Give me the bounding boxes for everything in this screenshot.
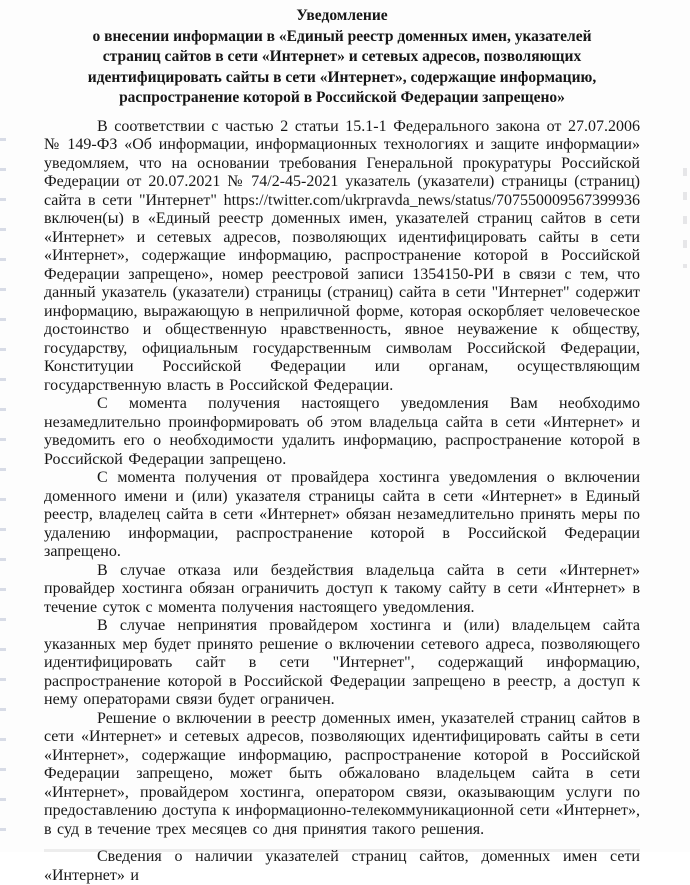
paragraph-hosting-restriction-duty: В случае отказа или бездействия владельца сайта в сети «Интернет» провайдер хостинга обязан ограничить доступ к такому сайту в сети «Интернет» в течение суток с момента получения настоящего уведомления. xyxy=(44,562,640,618)
paragraph-owner-notification-duty: С момента получения настоящего уведомления Вам необходимо незамедлительно проинформировать об этом владельца сайта в сети «Интернет» и уведомить его о необходимости удалить информацию, распространение которой в Российской Федерации запрещено. xyxy=(44,395,640,469)
paragraph-appeal-procedure: Решение о включении в реестр доменных имен, указателей страниц сайтов в сети «Интернет» и сетевых адресов, позволяющих идентифицировать сайты в сети «Интернет», содержащие информацию, распространение которой в Российской Федерации запрещено, может быть обжаловано владельцем сайта в сети «Интернет», провайдером хостинга, оператором связи, оказывающим услуги по предоставлению доступа к информационно-телекоммуникационной сети «Интернет», в суд в течение трех месяцев со дня принятия такого решения. xyxy=(44,710,640,840)
title-line-4: идентифицировать сайты в сети «Интернет», содержащие информацию, xyxy=(44,68,640,89)
notice-body xyxy=(44,118,640,885)
paragraph-network-address-inclusion: В случае непринятия провайдером хостинга и (или) владельцем сайта указанных мер будет принято решение о включении сетевого адреса, позволяющего идентифицировать сайт в сети "Интернет", содержащий информацию, распространение которой в Российской Федерации запрещено в реестр, а доступ к нему операторами связи будет ограничен. xyxy=(44,617,640,710)
title-line-3: страниц сайтов в сети «Интернет» и сетевых адресов, позволяющих xyxy=(44,47,640,68)
notice-title xyxy=(44,6,640,109)
title-line-1: Уведомление xyxy=(44,6,640,27)
paragraph-legal-basis: В соответствии с частью 2 статьи 15.1-1 Федерального закона от 27.07.2006 № 149-ФЗ «Об информации, информационных технологиях и защите информации» уведомляем, что на основании требования Генеральной прокуратуры Российской Федерации от 20.07.2021 № 74/2-45-2021 указатель (указатели) страницы (страниц) сайта в сети "Интернет" https://twitter.com/ukrpravda_news/status/707550009567399936 включен(ы) в «Единый реестр доменных имен, указателей страниц сайтов в сети «Интернет» и сетевых адресов, позволяющих идентифицировать сайты в сети «Интернет», содержащие информацию, распространение которой в Российской Федерации запрещено», номер реестровой записи 1354150-РИ в связи с тем, что данный указатель (указатели) страницы (страниц) сайта в сети "Интернет" содержит информацию, выражающую в неприличной форме, которая оскорбляет человеческое достоинство и общественную нравственность, явное неуважение к обществу, государству, официальным государственным символам Российской Федерации, Конституции Российской Федерации или органам, осуществляющим государственную власть в Российской Федерации. xyxy=(44,118,640,396)
title-line-5: распространение которой в Российской Федерации запрещено» xyxy=(44,88,640,109)
paragraph-owner-removal-duty: С момента получения от провайдера хостинга уведомления о включении доменного имени и (или) указателя страницы сайта в сети «Интернет» в Единый реестр, владелец сайта в сети «Интернет» обязан незамедлительно принять меры по удалению информации, распространение которой в Российской Федерации запрещено. xyxy=(44,469,640,562)
paragraph-registry-info-truncated: Сведения о наличии указателей страниц сайтов, доменных имен сети «Интернет» и xyxy=(44,848,640,885)
title-line-2: о внесении информации в «Единый реестр доменных имен, указателей xyxy=(44,27,640,48)
